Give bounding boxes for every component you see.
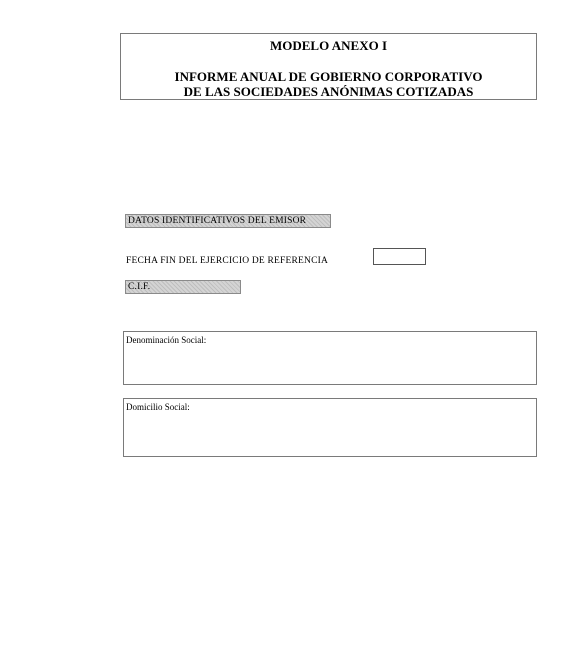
cif-field[interactable]: [125, 280, 241, 294]
fiscal-year-end-field[interactable]: [373, 248, 426, 265]
registered-address-label: Domicilio Social:: [126, 402, 190, 412]
cif-label: C.I.F.: [128, 282, 151, 292]
company-name-field[interactable]: [123, 331, 537, 385]
document-subtitle-line2: DE LAS SOCIEDADES ANÓNIMAS COTIZADAS: [183, 84, 474, 99]
registered-address-field[interactable]: [123, 398, 537, 457]
document-title-box: [120, 33, 537, 100]
issuer-section-label: DATOS IDENTIFICATIVOS DEL EMISOR: [125, 214, 331, 228]
company-name-label: Denominación Social:: [126, 335, 207, 345]
document-title: MODELO ANEXO I: [269, 38, 387, 53]
fiscal-year-end-label: FECHA FIN DEL EJERCICIO DE REFERENCIA: [126, 256, 329, 266]
document-subtitle-line1: INFORME ANUAL DE GOBIERNO CORPORATIVO: [174, 69, 483, 84]
